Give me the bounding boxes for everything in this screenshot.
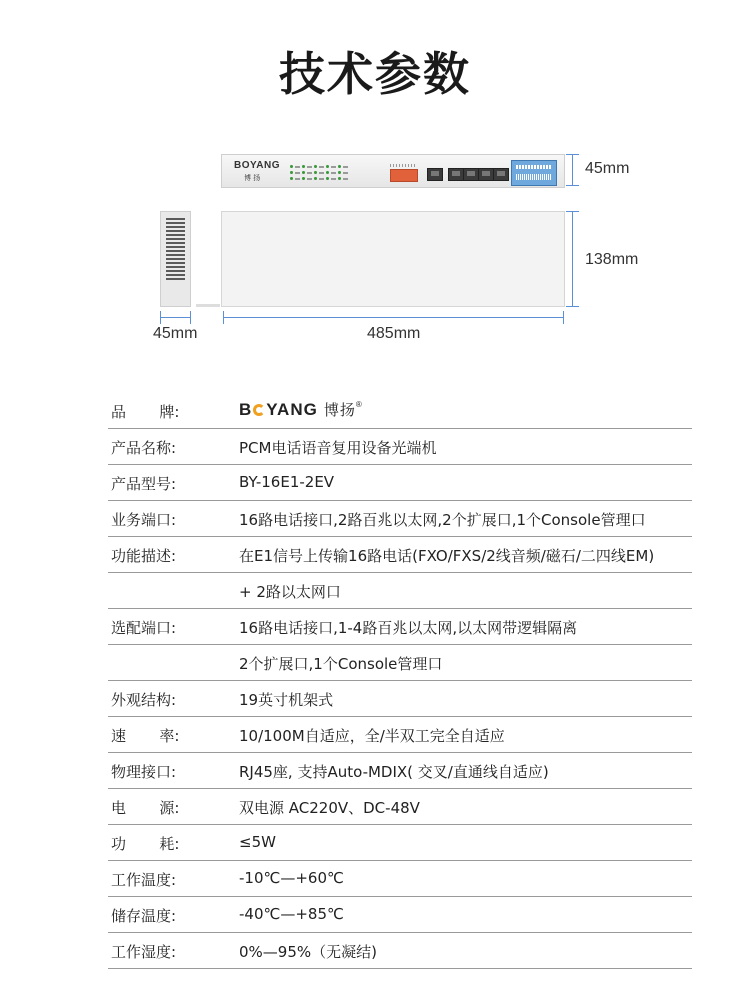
height-dimension-line	[572, 154, 573, 185]
spec-row	[108, 645, 692, 681]
spec-label: 业务端口:	[111, 511, 177, 529]
spec-value: 16路电话接口,1-4路百兆以太网,以太网带逻辑隔离	[239, 619, 578, 637]
spec-value: PCM电话语音复用设备光端机	[239, 439, 437, 457]
spec-label: 速 率:	[111, 727, 180, 745]
spec-row-brand	[108, 393, 692, 429]
spec-row	[108, 465, 692, 501]
width-label: 485mm	[367, 325, 421, 342]
spec-label: 功 耗:	[111, 835, 180, 853]
depth-label: 138mm	[585, 251, 639, 268]
spec-label: 外观结构:	[111, 691, 177, 709]
spec-row	[108, 897, 692, 933]
depth-dimension-line	[572, 211, 573, 307]
brand-logo: B YANG 博扬®	[239, 400, 363, 419]
dip-switch-labels	[390, 164, 416, 167]
spec-row	[108, 825, 692, 861]
spec-value: 0%—95%（无凝结)	[239, 943, 377, 961]
spec-value: 2个扩展口,1个Console管理口	[239, 655, 443, 673]
device-top-image	[221, 211, 565, 307]
spec-label: 工作温度:	[111, 871, 177, 889]
device-front-image	[221, 154, 565, 188]
spec-value: 16路电话接口,2路百兆以太网,2个扩展口,1个Console管理口	[239, 511, 646, 529]
height-label: 45mm	[585, 160, 630, 177]
spec-label: 物理接口:	[111, 763, 177, 781]
spec-row	[108, 789, 692, 825]
rj45-port	[478, 168, 494, 181]
spec-label: 储存温度:	[111, 907, 177, 925]
spec-row	[108, 717, 692, 753]
side-width-dimension-line	[160, 317, 191, 318]
spec-value: 19英寸机架式	[239, 691, 334, 709]
spec-value: 在E1信号上传输16路电话(FXO/FXS/2线音频/磁石/二四线EM)	[239, 547, 655, 565]
spec-row	[108, 501, 692, 537]
dimension-tick	[160, 311, 161, 324]
spec-row	[108, 933, 692, 969]
spec-label: 产品型号:	[111, 475, 177, 493]
spec-row	[108, 609, 692, 645]
spec-row	[108, 681, 692, 717]
dimension-tick	[190, 311, 191, 324]
spec-label: 产品名称:	[111, 439, 177, 457]
spec-value: -10℃—+60℃	[239, 869, 344, 887]
spec-row	[108, 861, 692, 897]
spec-label: 功能描述:	[111, 547, 177, 565]
spec-value: 双电源 AC220V、DC-48V	[239, 799, 420, 817]
console-port	[427, 168, 443, 181]
spec-value: BY-16E1-2EV	[239, 473, 335, 491]
page-title: 技术参数	[279, 47, 471, 101]
spec-label: 品 牌:	[111, 403, 180, 421]
label-sticker	[511, 160, 557, 186]
status-leds	[290, 164, 348, 182]
spec-value: + 2路以太网口	[239, 583, 341, 601]
spec-row	[108, 537, 692, 573]
spec-value: ≤5W	[239, 833, 276, 851]
spec-value: 10/100M自适应，全/半双工完全自适应	[239, 727, 505, 745]
dimension-tick	[566, 154, 579, 155]
vent-grille	[166, 218, 185, 280]
logo-mark-icon	[253, 404, 265, 416]
dimension-tick	[566, 211, 579, 212]
spec-row	[108, 429, 692, 465]
spec-value: -40℃—+85℃	[239, 905, 344, 923]
device-logo-subtitle: 博 扬	[244, 174, 261, 182]
dip-switch	[390, 169, 418, 182]
dimension-tick	[566, 306, 579, 307]
device-side-image	[160, 211, 191, 307]
side-width-label: 45mm	[153, 325, 198, 342]
rj45-port	[463, 168, 479, 181]
dimension-tick	[563, 311, 564, 324]
spec-table	[108, 393, 692, 969]
spec-value: RJ45座, 支持Auto-MDIX( 交叉/直通线自适应)	[239, 763, 549, 781]
device-logo: BOYANG	[234, 160, 280, 171]
dimension-tick	[566, 185, 579, 186]
spec-label: 电 源:	[111, 799, 180, 817]
spec-label: 选配端口:	[111, 619, 177, 637]
rj45-port	[493, 168, 509, 181]
width-dimension-line	[223, 317, 564, 318]
spec-row	[108, 573, 692, 609]
rj45-port	[448, 168, 464, 181]
spec-row	[108, 753, 692, 789]
dimension-tick	[223, 311, 224, 324]
spec-label: 工作湿度:	[111, 943, 177, 961]
device-side-foot	[196, 304, 220, 307]
